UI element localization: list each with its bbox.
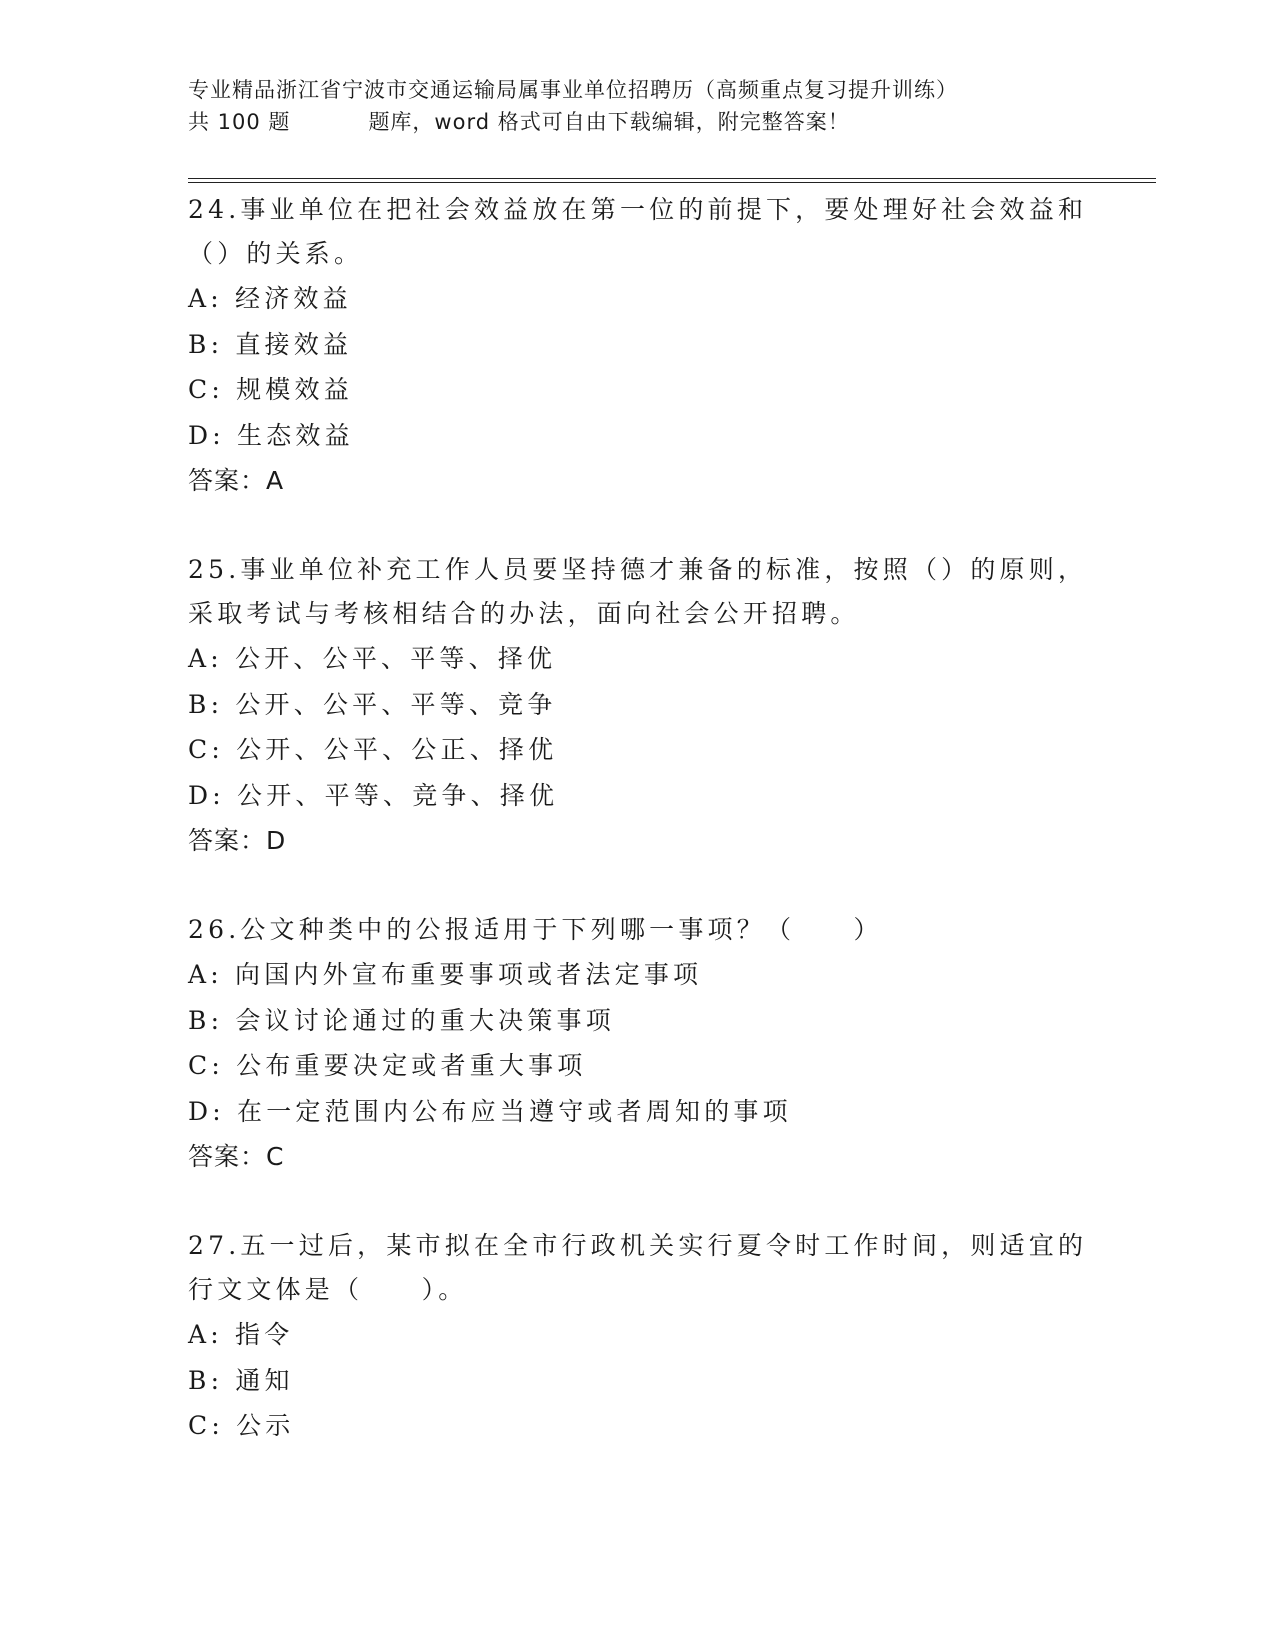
option-d: D: 公开、平等、竞争、择优 [188,780,559,810]
header-subtitle [188,106,1168,138]
option-a: A: 指令 [188,1320,294,1349]
header-title: 专业精品浙江省宁波市交通运输局属事业单位招聘历（高频重点复习提升训练） [188,78,958,102]
option-b: B: 直接效益 [188,329,353,359]
question-25 [188,548,1088,864]
answer: 答案：C [188,1142,285,1171]
option-c: C: 公开、公平、公正、择优 [188,735,558,764]
document-header [188,74,1168,138]
question-text: 27.五一过后，某市拟在全市行政机关实行夏令时工作时间，则适宜的行文文体是（ ）。 [188,1231,1088,1304]
option-b: B: 会议讨论通过的重大决策事项 [188,1005,615,1035]
option-c: C: 规模效益 [188,375,353,404]
option-c: C: 公布重要决定或者重大事项 [188,1051,587,1080]
header-count: 共 100 题 [188,110,291,134]
question-text: 26.公文种类中的公报适用于下列哪一事项？（ ） [188,915,883,944]
header-divider-top [188,178,1156,179]
option-c: C: 公示 [188,1411,295,1440]
option-d: D: 生态效益 [188,420,354,450]
header-divider-bottom [188,182,1156,183]
answer: 答案：A [188,466,285,495]
option-a: A: 向国内外宣布重要事项或者法定事项 [188,960,703,989]
option-a: A: 公开、公平、平等、择优 [188,644,557,673]
option-b: B: 公开、公平、平等、竞争 [188,689,557,719]
question-text: 25.事业单位补充工作人员要坚持德才兼备的标准，按照（）的原则，采取考试与考核相结合的办法，面向社会公开招聘。 [188,555,1088,628]
answer: 答案：D [188,826,287,855]
question-text: 24.事业单位在把社会效益放在第一位的前提下，要处理好社会效益和（）的关系。 [188,195,1088,268]
option-d: D: 在一定范围内公布应当遵守或者周知的事项 [188,1096,792,1126]
option-b: B: 通知 [188,1365,294,1395]
question-list [188,188,1088,1493]
option-a: A: 经济效益 [188,284,352,313]
question-26 [188,908,1088,1180]
header-description: 题库，word 格式可自由下载编辑，附完整答案！ [368,110,850,134]
question-27 [188,1224,1088,1449]
question-24 [188,188,1088,504]
